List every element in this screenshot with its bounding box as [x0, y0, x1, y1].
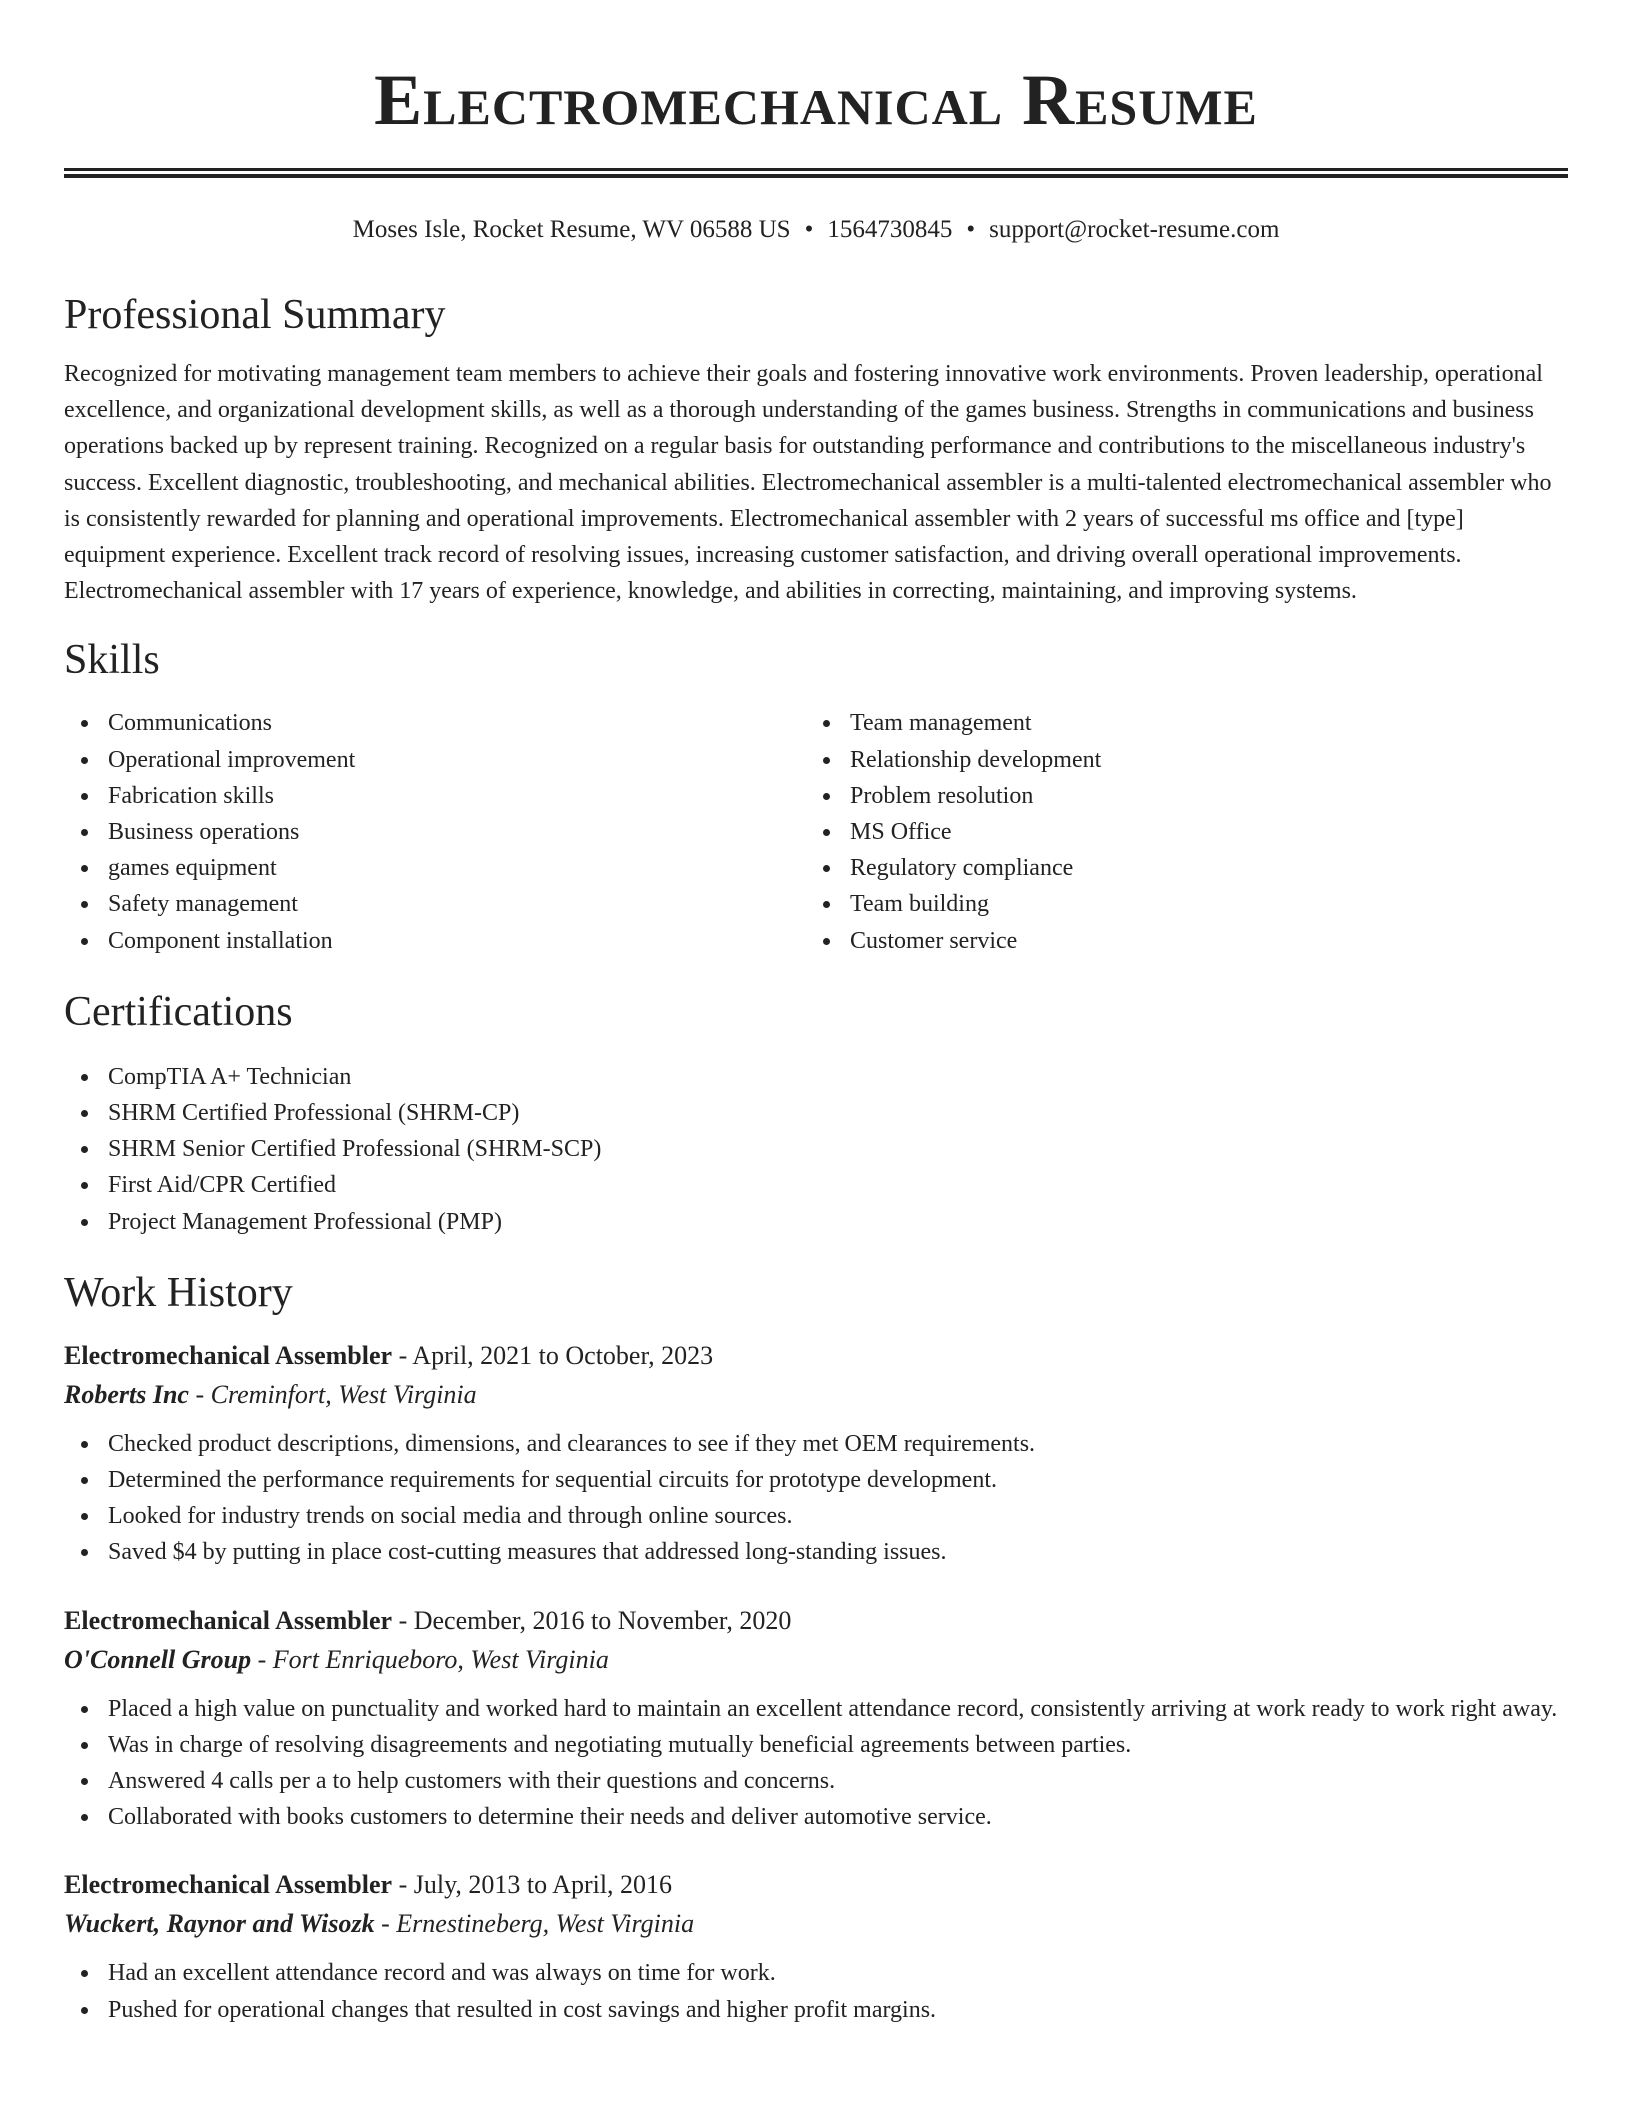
- title-double-rule: [64, 168, 1568, 178]
- skills-section: [64, 635, 1568, 958]
- job-company-line: [64, 1641, 1568, 1679]
- skills-list-left: [64, 705, 806, 958]
- job-bullet: Placed a high value on punctuality and worked hard to maintain an excellent attendance record, consistently arriving at work ready to work right away.: [64, 1691, 1568, 1727]
- skills-list-right: [806, 705, 1548, 958]
- job-title-line: [64, 1601, 1568, 1641]
- job-bullet: Determined the performance requirements for sequential circuits for prototype development.: [64, 1462, 1568, 1498]
- job-bullet: Had an excellent attendance record and was always on time for work.: [64, 1955, 1568, 1991]
- contact-separator: •: [966, 216, 976, 243]
- summary-text: Recognized for motivating management team members to achieve their goals and fostering innovative work environments. Proven leadership, operational excellence, and organizational development skills, as well as a thorough understanding of the games business. Strengths in communications and business operations backed up by represent training. Recognized on a regular basis for outstanding performance and contributions to the miscellaneous industry's success. Excellent diagnostic, troubleshooting, and mechanical abilities. Electromechanical assembler is a multi-talented electromechanical assembler who is consistently rewarded for planning and operational improvements. Electromechanical assembler with 2 years of successful ms office and [type] equipment experience. Excellent track record of resolving issues, increasing customer satisfaction, and driving overall operational improvements. Electromechanical assembler with 17 years of experience, knowledge, and abilities in correcting, maintaining, and improving systems.: [64, 361, 1552, 605]
- job-location: - Ernestineberg, West Virginia: [374, 1909, 695, 1939]
- skill-item: Safety management: [64, 886, 806, 922]
- job-title: Electromechanical Assembler: [64, 1340, 393, 1370]
- certification-item: Project Management Professional (PMP): [64, 1204, 1568, 1240]
- skill-item: Operational improvement: [64, 742, 806, 778]
- skill-item: games equipment: [64, 850, 806, 886]
- job-bullet: Looked for industry trends on social media and through online sources.: [64, 1498, 1568, 1534]
- job-dates: - December, 2016 to November, 2020: [392, 1605, 792, 1635]
- job-dates: - July, 2013 to April, 2016: [392, 1870, 673, 1900]
- skill-item: Team building: [806, 886, 1548, 922]
- job-title: Electromechanical Assembler: [64, 1605, 393, 1635]
- job-bullet: Checked product descriptions, dimensions, and clearances to see if they met OEM requirements.: [64, 1426, 1568, 1462]
- skills-heading: Skills: [64, 637, 160, 684]
- skill-item: Team management: [806, 705, 1548, 741]
- skill-item: Customer service: [806, 923, 1548, 959]
- work-history-heading: Work History: [64, 1269, 293, 1316]
- job-company-line: [64, 1376, 1568, 1414]
- job-company: O'Connell Group: [64, 1644, 252, 1674]
- work-history-section: [64, 1268, 1568, 2028]
- skill-item: Communications: [64, 705, 806, 741]
- job-title-line: [64, 1336, 1568, 1376]
- summary-heading: Professional Summary: [64, 292, 446, 338]
- job-bullets: [64, 1426, 1568, 1571]
- certification-item: SHRM Senior Certified Professional (SHRM-SCP): [64, 1131, 1568, 1167]
- job-bullet: Answered 4 calls per a to help customers with their questions and concerns.: [64, 1763, 1568, 1799]
- skill-item: Regulatory compliance: [806, 850, 1548, 886]
- certifications-heading: Certifications: [64, 988, 293, 1035]
- contact-phone: 1564730845: [827, 216, 953, 243]
- job-bullets: [64, 1691, 1568, 1836]
- certifications-section: [64, 987, 1568, 1240]
- job-title: Electromechanical Assembler: [64, 1870, 393, 1900]
- resume-title: Electromechanical Resume: [374, 60, 1258, 140]
- job-bullet: Pushed for operational changes that resulted in cost savings and higher profit margins.: [64, 1992, 1568, 2028]
- certification-item: CompTIA A+ Technician: [64, 1059, 1568, 1095]
- job-bullet: Saved $4 by putting in place cost-cutting measures that addressed long-standing issues.: [64, 1534, 1568, 1570]
- skill-item: Problem resolution: [806, 778, 1548, 814]
- job-location: - Fort Enriqueboro, West Virginia: [251, 1644, 609, 1674]
- job-company-line: [64, 1905, 1568, 1943]
- contact-line: [64, 214, 1568, 246]
- skills-grid: [64, 705, 1568, 958]
- job-bullet: Collaborated with books customers to determine their needs and deliver automotive service.: [64, 1799, 1568, 1835]
- job-bullet: Was in charge of resolving disagreements and negotiating mutually beneficial agreements between parties.: [64, 1727, 1568, 1763]
- skill-item: MS Office: [806, 814, 1548, 850]
- certification-item: First Aid/CPR Certified: [64, 1167, 1568, 1203]
- contact-separator: •: [804, 216, 814, 243]
- contact-address: Moses Isle, Rocket Resume, WV 06588 US: [352, 216, 791, 243]
- job-entry: [64, 1865, 1568, 2027]
- contact-email: support@rocket-resume.com: [989, 216, 1280, 243]
- job-dates: - April, 2021 to October, 2023: [392, 1340, 714, 1370]
- skill-item: Relationship development: [806, 742, 1548, 778]
- skill-item: Business operations: [64, 814, 806, 850]
- certification-item: SHRM Certified Professional (SHRM-CP): [64, 1095, 1568, 1131]
- job-location: - Creminfort, West Virginia: [188, 1379, 477, 1409]
- skill-item: Fabrication skills: [64, 778, 806, 814]
- skill-item: Component installation: [64, 923, 806, 959]
- job-title-line: [64, 1865, 1568, 1905]
- job-bullets: [64, 1955, 1568, 2027]
- job-company: Wuckert, Raynor and Wisozk: [64, 1909, 375, 1939]
- job-entry: [64, 1601, 1568, 1836]
- job-entry: [64, 1336, 1568, 1571]
- certifications-list: [64, 1059, 1568, 1240]
- job-company: Roberts Inc: [64, 1379, 189, 1409]
- summary-section: [64, 290, 1568, 609]
